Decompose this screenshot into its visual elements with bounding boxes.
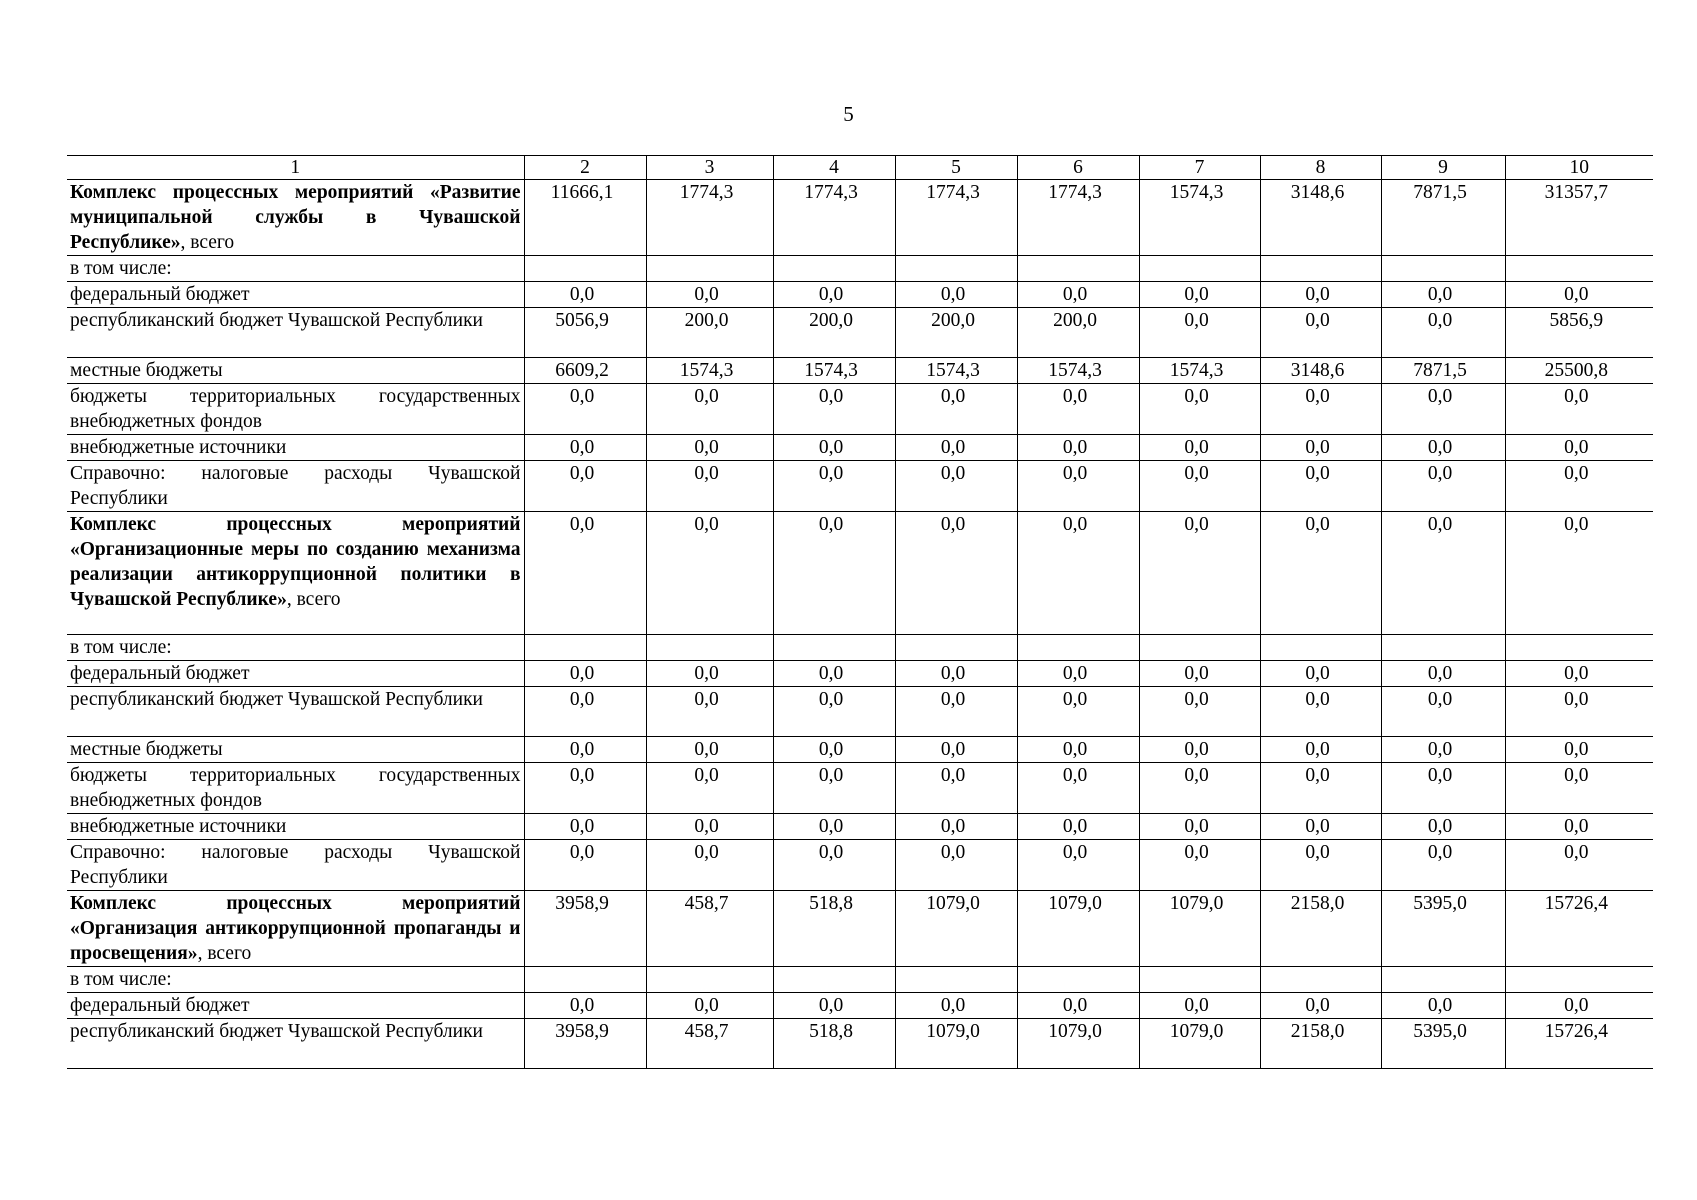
header-cell: 2 <box>524 156 646 180</box>
row-label <box>67 661 524 687</box>
value-cell: 0,0 <box>1260 687 1381 737</box>
value-cell: 0,0 <box>646 384 773 435</box>
value-cell: 0,0 <box>1017 512 1139 635</box>
row-label-text: Справочно: налоговые расходы Чувашской Республики <box>70 842 521 888</box>
table-row <box>67 687 1653 737</box>
value-cell: 0,0 <box>1260 737 1381 763</box>
value-cell: 0,0 <box>1381 308 1505 358</box>
value-cell: 0,0 <box>1505 461 1653 512</box>
value-cell: 0,0 <box>1381 435 1505 461</box>
value-cell: 0,0 <box>1381 993 1505 1019</box>
value-cell: 0,0 <box>773 661 895 687</box>
value-cell: 0,0 <box>524 763 646 814</box>
value-cell: 0,0 <box>1017 384 1139 435</box>
row-label <box>67 180 524 256</box>
value-cell: 11666,1 <box>524 180 646 256</box>
table-row <box>67 737 1653 763</box>
value-cell <box>524 967 646 993</box>
value-cell: 15726,4 <box>1505 891 1653 967</box>
row-label <box>67 461 524 512</box>
value-cell: 0,0 <box>524 661 646 687</box>
row-label <box>67 256 524 282</box>
row-label-text: в том числе: <box>70 969 172 990</box>
table-row <box>67 308 1653 358</box>
value-cell: 0,0 <box>773 435 895 461</box>
value-cell: 0,0 <box>1017 993 1139 1019</box>
value-cell <box>1381 256 1505 282</box>
row-label-text: бюджеты территориальных государственных внебюджетных фондов <box>70 386 521 432</box>
value-cell: 0,0 <box>1505 814 1653 840</box>
value-cell: 0,0 <box>1260 814 1381 840</box>
table-row <box>67 435 1653 461</box>
value-cell: 0,0 <box>895 687 1017 737</box>
value-cell <box>1139 256 1260 282</box>
value-cell: 0,0 <box>524 687 646 737</box>
table-row <box>67 282 1653 308</box>
value-cell: 0,0 <box>1139 512 1260 635</box>
value-cell: 0,0 <box>524 384 646 435</box>
table-row <box>67 461 1653 512</box>
header-cell: 10 <box>1505 156 1653 180</box>
budget-table <box>67 155 1653 1069</box>
value-cell: 0,0 <box>895 993 1017 1019</box>
header-cell: 4 <box>773 156 895 180</box>
row-label-text: федеральный бюджет <box>70 663 250 684</box>
header-cell: 9 <box>1381 156 1505 180</box>
value-cell: 0,0 <box>773 282 895 308</box>
value-cell: 0,0 <box>646 763 773 814</box>
table-row <box>67 814 1653 840</box>
value-cell: 200,0 <box>646 308 773 358</box>
value-cell: 0,0 <box>646 737 773 763</box>
value-cell: 1574,3 <box>773 358 895 384</box>
value-cell: 0,0 <box>1505 993 1653 1019</box>
table-row <box>67 891 1653 967</box>
row-label <box>67 435 524 461</box>
row-label-text: Справочно: налоговые расходы Чувашской Республики <box>70 463 521 509</box>
table-row <box>67 967 1653 993</box>
value-cell: 1079,0 <box>1017 891 1139 967</box>
value-cell: 0,0 <box>1260 282 1381 308</box>
row-label <box>67 967 524 993</box>
value-cell: 0,0 <box>773 840 895 891</box>
value-cell: 0,0 <box>1505 737 1653 763</box>
value-cell <box>646 256 773 282</box>
value-cell: 0,0 <box>1017 687 1139 737</box>
row-label <box>67 993 524 1019</box>
value-cell <box>1139 635 1260 661</box>
value-cell: 0,0 <box>1381 461 1505 512</box>
value-cell: 0,0 <box>1260 661 1381 687</box>
value-cell: 0,0 <box>895 461 1017 512</box>
row-label-text: , всего <box>180 232 235 253</box>
table-row <box>67 384 1653 435</box>
row-label-text: в том числе: <box>70 637 172 658</box>
value-cell: 0,0 <box>1260 461 1381 512</box>
value-cell: 0,0 <box>1381 512 1505 635</box>
table-row <box>67 1019 1653 1069</box>
row-label-text: бюджеты территориальных государственных внебюджетных фондов <box>70 765 521 811</box>
value-cell: 3148,6 <box>1260 358 1381 384</box>
value-cell: 0,0 <box>773 763 895 814</box>
value-cell: 1774,3 <box>646 180 773 256</box>
value-cell: 3958,9 <box>524 891 646 967</box>
value-cell: 458,7 <box>646 1019 773 1069</box>
value-cell: 200,0 <box>895 308 1017 358</box>
row-label-text: местные бюджеты <box>70 739 223 760</box>
table-row <box>67 840 1653 891</box>
value-cell: 5056,9 <box>524 308 646 358</box>
value-cell <box>524 635 646 661</box>
value-cell: 0,0 <box>895 737 1017 763</box>
row-label <box>67 1019 524 1069</box>
value-cell: 0,0 <box>1139 661 1260 687</box>
value-cell <box>895 256 1017 282</box>
value-cell: 0,0 <box>1139 993 1260 1019</box>
value-cell: 0,0 <box>646 282 773 308</box>
header-cell: 1 <box>67 156 524 180</box>
value-cell: 5395,0 <box>1381 891 1505 967</box>
value-cell: 0,0 <box>1260 840 1381 891</box>
value-cell: 0,0 <box>895 661 1017 687</box>
value-cell: 0,0 <box>1505 512 1653 635</box>
row-label <box>67 635 524 661</box>
value-cell: 0,0 <box>1505 763 1653 814</box>
value-cell <box>1260 256 1381 282</box>
value-cell: 0,0 <box>1260 993 1381 1019</box>
row-label-text: республиканский бюджет Чувашской Республики <box>70 1021 483 1042</box>
value-cell: 0,0 <box>895 282 1017 308</box>
row-label-bold: Комплекс процессных мероприятий «Организация антикоррупционной пропаганды и просвещения» <box>70 893 521 964</box>
row-label-text: федеральный бюджет <box>70 284 250 305</box>
value-cell: 0,0 <box>773 461 895 512</box>
value-cell <box>1381 967 1505 993</box>
row-label-text: внебюджетные источники <box>70 816 287 837</box>
row-label-text: , всего <box>286 589 341 610</box>
value-cell: 0,0 <box>1505 282 1653 308</box>
value-cell: 0,0 <box>1260 512 1381 635</box>
value-cell: 0,0 <box>524 282 646 308</box>
row-label <box>67 763 524 814</box>
value-cell: 0,0 <box>1139 763 1260 814</box>
row-label <box>67 282 524 308</box>
value-cell: 0,0 <box>1260 763 1381 814</box>
value-cell: 0,0 <box>1381 814 1505 840</box>
row-label <box>67 891 524 967</box>
value-cell: 0,0 <box>895 512 1017 635</box>
value-cell: 5395,0 <box>1381 1019 1505 1069</box>
value-cell: 0,0 <box>895 384 1017 435</box>
value-cell: 0,0 <box>773 993 895 1019</box>
row-label <box>67 840 524 891</box>
value-cell <box>1017 635 1139 661</box>
row-label-text: республиканский бюджет Чувашской Республики <box>70 689 483 710</box>
value-cell: 2158,0 <box>1260 1019 1381 1069</box>
value-cell: 200,0 <box>773 308 895 358</box>
value-cell: 1574,3 <box>646 358 773 384</box>
value-cell <box>1260 635 1381 661</box>
value-cell: 31357,7 <box>1505 180 1653 256</box>
value-cell <box>773 967 895 993</box>
value-cell: 0,0 <box>1139 687 1260 737</box>
value-cell: 0,0 <box>646 993 773 1019</box>
value-cell: 0,0 <box>1505 840 1653 891</box>
row-label-text: местные бюджеты <box>70 360 223 381</box>
value-cell: 6609,2 <box>524 358 646 384</box>
value-cell: 0,0 <box>646 840 773 891</box>
value-cell <box>895 635 1017 661</box>
value-cell: 0,0 <box>1381 763 1505 814</box>
table-row <box>67 512 1653 635</box>
row-label <box>67 358 524 384</box>
value-cell: 0,0 <box>1017 763 1139 814</box>
value-cell: 0,0 <box>1017 814 1139 840</box>
value-cell: 2158,0 <box>1260 891 1381 967</box>
value-cell: 0,0 <box>773 814 895 840</box>
row-label-text: республиканский бюджет Чувашской Республики <box>70 310 483 331</box>
value-cell: 0,0 <box>646 814 773 840</box>
value-cell: 0,0 <box>646 661 773 687</box>
value-cell: 1574,3 <box>1139 180 1260 256</box>
table-row <box>67 635 1653 661</box>
row-label <box>67 384 524 435</box>
value-cell <box>773 635 895 661</box>
value-cell: 518,8 <box>773 1019 895 1069</box>
value-cell <box>1505 635 1653 661</box>
value-cell: 0,0 <box>1505 384 1653 435</box>
value-cell: 0,0 <box>524 814 646 840</box>
value-cell: 1574,3 <box>1017 358 1139 384</box>
value-cell: 1079,0 <box>1139 891 1260 967</box>
row-label <box>67 737 524 763</box>
value-cell: 0,0 <box>1139 384 1260 435</box>
value-cell: 25500,8 <box>1505 358 1653 384</box>
value-cell: 0,0 <box>773 737 895 763</box>
value-cell: 0,0 <box>1017 737 1139 763</box>
value-cell <box>773 256 895 282</box>
value-cell: 0,0 <box>646 435 773 461</box>
value-cell: 0,0 <box>1139 840 1260 891</box>
value-cell: 0,0 <box>1139 737 1260 763</box>
value-cell: 0,0 <box>1381 687 1505 737</box>
row-label <box>67 308 524 358</box>
value-cell: 0,0 <box>524 461 646 512</box>
value-cell: 0,0 <box>895 840 1017 891</box>
header-cell: 3 <box>646 156 773 180</box>
value-cell: 1079,0 <box>895 1019 1017 1069</box>
value-cell: 0,0 <box>895 435 1017 461</box>
table-row <box>67 256 1653 282</box>
value-cell <box>1505 256 1653 282</box>
value-cell: 200,0 <box>1017 308 1139 358</box>
value-cell: 0,0 <box>646 687 773 737</box>
value-cell: 1774,3 <box>1017 180 1139 256</box>
row-label <box>67 687 524 737</box>
value-cell: 0,0 <box>895 814 1017 840</box>
row-label-text: внебюджетные источники <box>70 437 287 458</box>
value-cell: 0,0 <box>1139 814 1260 840</box>
header-cell: 5 <box>895 156 1017 180</box>
value-cell: 1079,0 <box>1139 1019 1260 1069</box>
value-cell: 0,0 <box>1381 737 1505 763</box>
table-row <box>67 358 1653 384</box>
value-cell: 0,0 <box>1017 282 1139 308</box>
value-cell <box>1260 967 1381 993</box>
value-cell: 0,0 <box>524 512 646 635</box>
value-cell: 0,0 <box>1139 282 1260 308</box>
row-label <box>67 814 524 840</box>
row-label-text: , всего <box>197 943 252 964</box>
value-cell: 458,7 <box>646 891 773 967</box>
header-cell: 6 <box>1017 156 1139 180</box>
value-cell: 0,0 <box>524 840 646 891</box>
value-cell: 3148,6 <box>1260 180 1381 256</box>
row-label-bold: Комплекс процессных мероприятий «Организационные меры по созданию механизма реализации антикоррупционной политики в Чувашской Республике» <box>70 514 521 610</box>
value-cell: 0,0 <box>524 993 646 1019</box>
value-cell: 1574,3 <box>895 358 1017 384</box>
value-cell: 0,0 <box>1260 308 1381 358</box>
table-row <box>67 180 1653 256</box>
value-cell: 0,0 <box>1381 282 1505 308</box>
value-cell: 0,0 <box>1017 461 1139 512</box>
value-cell <box>646 967 773 993</box>
row-label-bold: Комплекс процессных мероприятий «Развитие муниципальной службы в Чувашской Республике» <box>70 182 521 253</box>
value-cell: 1079,0 <box>895 891 1017 967</box>
value-cell <box>646 635 773 661</box>
value-cell: 7871,5 <box>1381 358 1505 384</box>
value-cell: 0,0 <box>1505 435 1653 461</box>
value-cell: 0,0 <box>1260 435 1381 461</box>
value-cell: 0,0 <box>646 512 773 635</box>
row-label-text: федеральный бюджет <box>70 995 250 1016</box>
value-cell: 0,0 <box>773 687 895 737</box>
value-cell: 0,0 <box>1139 461 1260 512</box>
value-cell: 15726,4 <box>1505 1019 1653 1069</box>
value-cell <box>1017 256 1139 282</box>
value-cell: 3958,9 <box>524 1019 646 1069</box>
value-cell <box>895 967 1017 993</box>
row-label <box>67 512 524 635</box>
header-cell: 7 <box>1139 156 1260 180</box>
value-cell: 1079,0 <box>1017 1019 1139 1069</box>
value-cell: 5856,9 <box>1505 308 1653 358</box>
table-row <box>67 661 1653 687</box>
value-cell <box>1505 967 1653 993</box>
table-row <box>67 993 1653 1019</box>
value-cell: 0,0 <box>1017 661 1139 687</box>
value-cell: 0,0 <box>1505 687 1653 737</box>
value-cell: 0,0 <box>1139 435 1260 461</box>
value-cell: 0,0 <box>524 435 646 461</box>
header-row <box>67 156 1653 180</box>
value-cell: 0,0 <box>1381 384 1505 435</box>
value-cell: 0,0 <box>895 763 1017 814</box>
value-cell <box>1017 967 1139 993</box>
value-cell <box>1381 635 1505 661</box>
value-cell: 0,0 <box>646 461 773 512</box>
value-cell: 0,0 <box>773 512 895 635</box>
value-cell: 0,0 <box>1017 435 1139 461</box>
value-cell: 0,0 <box>1505 661 1653 687</box>
value-cell: 0,0 <box>524 737 646 763</box>
value-cell <box>1139 967 1260 993</box>
value-cell: 1774,3 <box>895 180 1017 256</box>
value-cell: 518,8 <box>773 891 895 967</box>
value-cell <box>524 256 646 282</box>
value-cell: 1774,3 <box>773 180 895 256</box>
value-cell: 0,0 <box>773 384 895 435</box>
value-cell: 0,0 <box>1260 384 1381 435</box>
value-cell: 0,0 <box>1381 840 1505 891</box>
value-cell: 0,0 <box>1139 308 1260 358</box>
value-cell: 7871,5 <box>1381 180 1505 256</box>
table-row <box>67 763 1653 814</box>
header-cell: 8 <box>1260 156 1381 180</box>
page-number: 5 <box>843 102 854 126</box>
value-cell: 1574,3 <box>1139 358 1260 384</box>
value-cell: 0,0 <box>1381 661 1505 687</box>
row-label-text: в том числе: <box>70 258 172 279</box>
value-cell: 0,0 <box>1017 840 1139 891</box>
